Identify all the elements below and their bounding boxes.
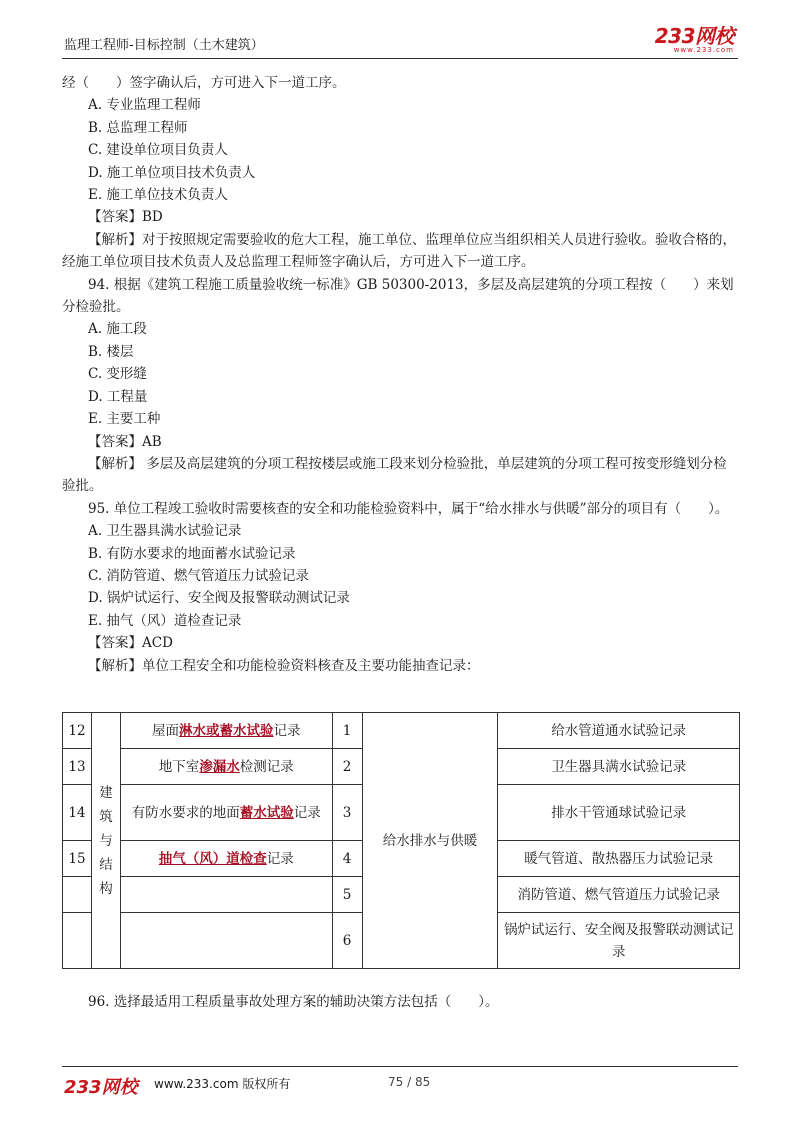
brand-logo	[655, 26, 734, 54]
page-footer	[62, 1066, 738, 1097]
left-item-text	[120, 785, 332, 841]
page-number: 75 / 85	[388, 1075, 431, 1089]
item-text-suffix: 记录	[293, 804, 321, 821]
document-body	[62, 72, 738, 677]
right-item-text: 排水干管通球试验记录	[498, 785, 740, 841]
right-item-text: 卫生器具满水试验记录	[498, 749, 740, 785]
right-item-text: 消防管道、燃气管道压力试验记录	[498, 877, 740, 913]
text-line: D. 锅炉试运行、安全阀及报警联动测试记录	[88, 590, 350, 607]
logo-url: www.233.com	[673, 46, 734, 54]
text-line: D. 施工单位项目技术负责人	[88, 164, 256, 181]
text-line: 【答案】BD	[88, 209, 163, 226]
item-text-highlight: 淋水或蓄水试验	[179, 722, 274, 739]
inspection-table	[62, 712, 740, 969]
item-text-prefix: 有防水要求的地面	[131, 804, 240, 821]
right-item-number: 1	[332, 713, 362, 749]
right-item-number: 3	[332, 785, 362, 841]
right-item-text: 锅炉试运行、安全阀及报警联动测试记录	[498, 913, 740, 969]
document-title: 监理工程师-目标控制（土木建筑）	[64, 38, 264, 53]
item-text-highlight: 蓄水试验	[239, 804, 294, 821]
left-item-text	[120, 713, 332, 749]
text-line: D. 工程量	[88, 388, 148, 405]
text-line: A. 专业监理工程师	[88, 97, 201, 114]
right-item-number: 5	[332, 877, 362, 913]
item-text-suffix: 记录	[273, 722, 301, 739]
left-group-label	[91, 713, 120, 969]
text-line: 【解析】 多层及高层建筑的分项工程按楼层或施工段来划分检验批，单层建筑的分项工程可按变形缝划分检验批。	[62, 455, 727, 495]
text-line: 经（ ）签字确认后，方可进入下一道工序。	[62, 75, 346, 91]
text-line: 【答案】AB	[88, 433, 162, 450]
left-item-text	[120, 913, 332, 969]
right-item-number: 4	[332, 841, 362, 877]
item-text-highlight: 抽气（风）道检查	[158, 850, 267, 867]
item-text-suffix: 记录	[266, 850, 294, 867]
page-header	[62, 26, 738, 59]
footer-logo: 233网校	[64, 1077, 138, 1098]
text-line: 95. 单位工程竣工验收时需要核查的安全和功能检验资料中，属于“给水排水与供暖”部分的项目有（ ）。	[88, 500, 729, 517]
text-line: 【答案】ACD	[88, 635, 173, 652]
left-item-text	[120, 749, 332, 785]
question-96: 96. 选择最适用工程质量事故处理方案的辅助决策方法包括（ ）。	[88, 994, 499, 1010]
right-item-number: 6	[332, 913, 362, 969]
left-item-text	[120, 877, 332, 913]
left-item-number	[63, 913, 92, 969]
left-item-number: 14	[63, 785, 92, 841]
text-line: C. 变形缝	[88, 366, 147, 383]
text-line: E. 抽气（风）道检查记录	[88, 612, 242, 629]
text-line: 94. 根据《建筑工程施工质量验收统一标准》GB 50300-2013，多层及高层建筑的分项工程按（ ）来划分检验批。	[62, 276, 734, 316]
copyright-text: www.233.com 版权所有	[154, 1077, 291, 1091]
left-item-number	[63, 877, 92, 913]
text-line: E. 施工单位技术负责人	[88, 187, 228, 204]
text-line: B. 有防水要求的地面蓄水试验记录	[88, 545, 296, 562]
text-line: 【解析】对于按照规定需要验收的危大工程，施工单位、监理单位应当组织相关人员进行验收。验收合格的，经施工单位项目技术负责人及总监理工程师签字确认后，方可进入下一道工序。	[62, 231, 736, 271]
right-item-number: 2	[332, 749, 362, 785]
right-item-text: 暖气管道、散热器压力试验记录	[498, 841, 740, 877]
left-item-number: 15	[63, 841, 92, 877]
text-line: A. 卫生器具满水试验记录	[88, 523, 242, 540]
item-text-prefix: 地下室	[158, 758, 200, 775]
left-group-text: 建筑与结构	[99, 784, 113, 897]
left-item-text	[120, 841, 332, 877]
text-line: C. 消防管道、燃气管道压力试验记录	[88, 567, 309, 584]
text-line: 【解析】单位工程安全和功能检验资料核查及主要功能抽查记录：	[88, 657, 480, 674]
left-item-number: 12	[63, 713, 92, 749]
left-item-number: 13	[63, 749, 92, 785]
text-line: A. 施工段	[88, 321, 147, 338]
right-item-text: 给水管道通水试验记录	[498, 713, 740, 749]
table-row	[63, 713, 740, 749]
item-text-suffix: 检测记录	[239, 758, 294, 775]
text-line: C. 建设单位项目负责人	[88, 142, 228, 159]
text-line: B. 楼层	[88, 343, 134, 360]
item-text-prefix: 屋面	[152, 722, 180, 739]
logo-text: 233网校	[654, 24, 734, 48]
text-line: E. 主要工种	[88, 411, 161, 428]
text-line: B. 总监理工程师	[88, 119, 188, 136]
right-group-label: 给水排水与供暖	[362, 713, 498, 969]
item-text-highlight: 渗漏水	[199, 758, 240, 775]
